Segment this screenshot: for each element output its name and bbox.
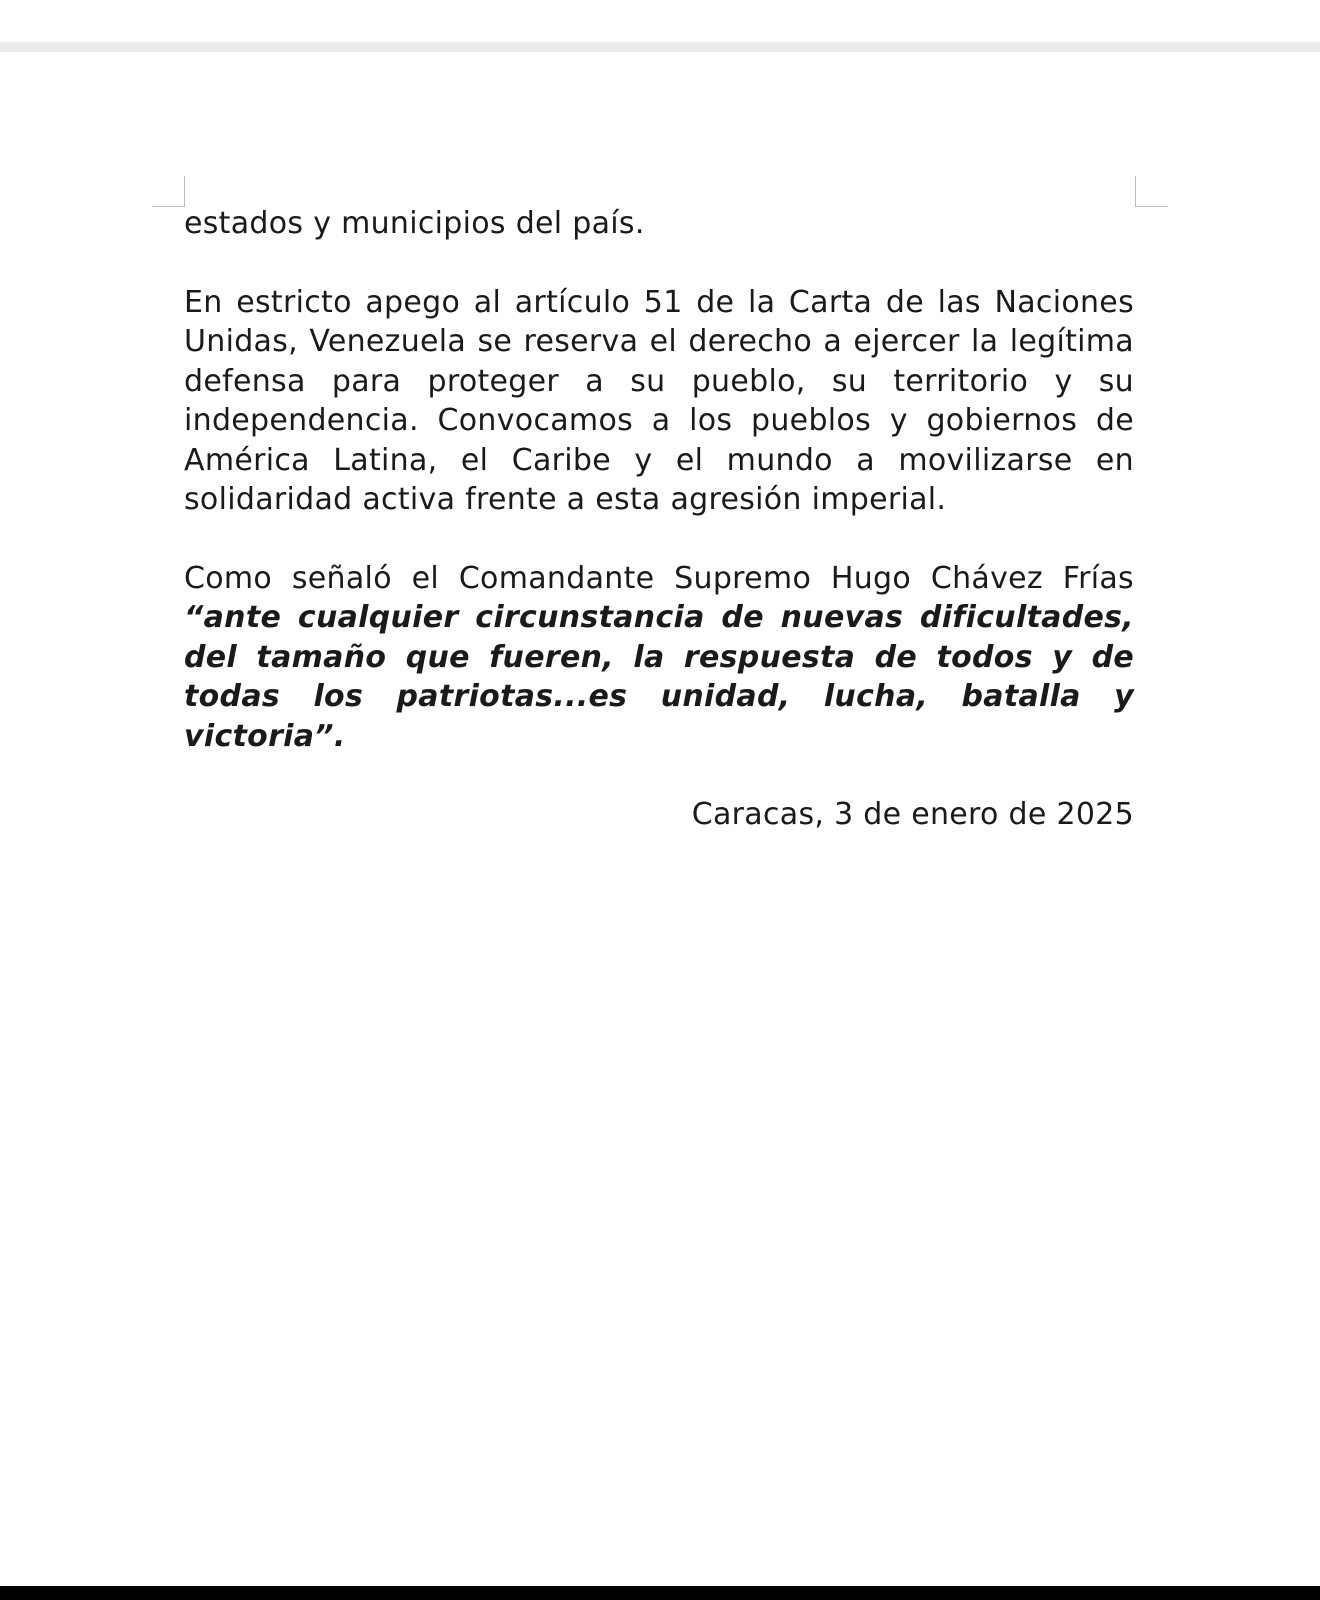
paragraph-quote [184, 559, 1134, 757]
quote-intro: Como señaló el Comandante Supremo Hugo Chávez Frías [184, 560, 1134, 596]
chavez-quote: “ante cualquier circunstancia de nuevas dificultades, del tamaño que fueren, la respuesta de todos y de todas los patriotas...es unidad, lucha, batalla y victoria”. [184, 600, 1134, 754]
paragraph-continuation: estados y municipios del país. [184, 206, 645, 241]
bottom-bar [0, 1586, 1320, 1600]
toolbar-divider [0, 42, 1320, 52]
margin-corner-mark-left [152, 176, 185, 207]
document-body [184, 204, 1134, 835]
margin-corner-mark-right [1135, 176, 1168, 207]
paragraph-legitimate-defense: En estricto apego al artículo 51 de la Carta de las Naciones Unidas, Venezuela se reserva el derecho a ejercer la legítima defensa para proteger a su pueblo, su territorio y su independencia. Convocamos a los pueblos y gobiernos de América Latina, el Caribe y el mundo a movilizarse en solidaridad activa frente a esta agresión imperial. [184, 284, 1134, 517]
viewer-top-strip [0, 0, 1320, 52]
place-and-date: Caracas, 3 de enero de 2025 [691, 797, 1134, 832]
document-page[interactable] [0, 52, 1320, 1586]
